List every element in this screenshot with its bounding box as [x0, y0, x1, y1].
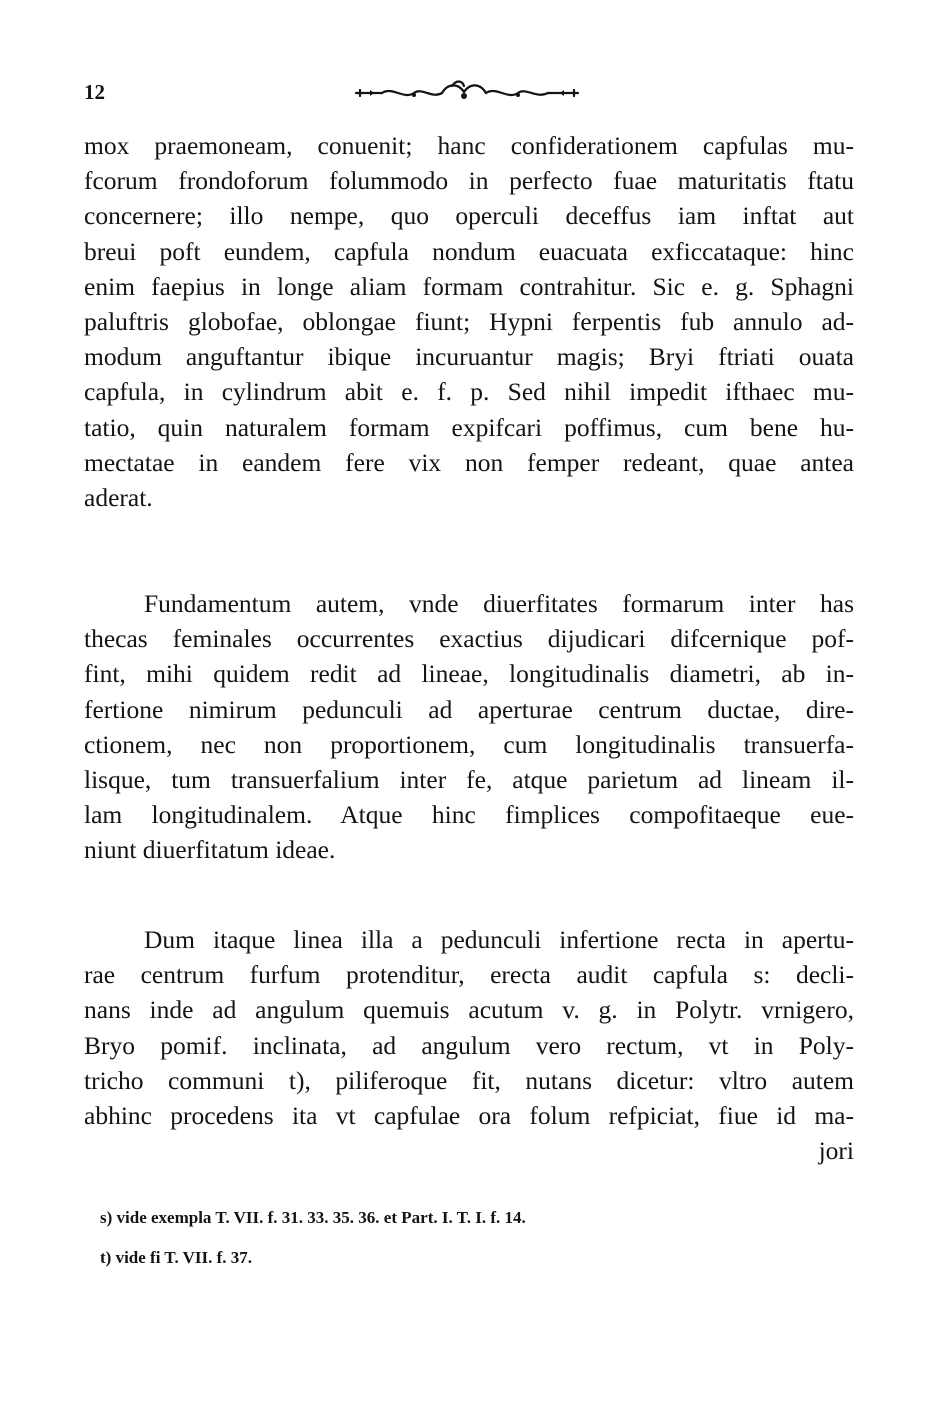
text-line: fcorum frondoforum folummodo in perfecto fuae maturitatis ftatu [84, 166, 854, 196]
text-line: concernere; illo nempe, quo operculi deceffus iam inftat aut [84, 201, 854, 231]
catchword: jori [818, 1136, 854, 1166]
text-line: modum anguftantur ibique incuruantur magis; Bryi ftriati ouata [84, 342, 854, 372]
text-line: tricho communi t), piliferoque fit, nutans dicetur: vltro autem [84, 1065, 854, 1095]
text-line: lisque, tum transuerfalium inter fe, atque parietum ad lineam il- [84, 764, 854, 794]
decorative-ornament-icon [352, 78, 582, 106]
text-line: lam longitudinalem. Atque hinc fimplices compofitaeque eue- [84, 800, 854, 830]
text-line: Bryo pomif. inclinata, ad angulum vero rectum, vt in Poly- [84, 1030, 854, 1060]
text-line: fertione nimirum pedunculi ad aperturae centrum ductae, dire- [84, 694, 854, 724]
text-line: paluftris globofae, oblongae fiunt; Hypni ferpentis fub annulo ad- [84, 306, 854, 336]
text-line: aderat. [84, 482, 153, 512]
text-line: Fundamentum autem, vnde diuerfitates formarum inter has [144, 589, 854, 618]
footnotes [100, 1204, 526, 1284]
text-line: niunt diuerfitatum ideae. [84, 835, 336, 865]
text-line: rae centrum furfum protenditur, erecta audit capfula s: decli- [84, 960, 854, 990]
text-line: abhinc procedens ita vt capfulae ora folum refpiciat, fiue id ma- [84, 1100, 854, 1130]
text-line: fint, mihi quidem redit ad lineae, longitudinalis diametri, ab in- [84, 659, 854, 689]
text-line: capfula, in cylindrum abit e. f. p. Sed nihil impedit ifthaec mu- [84, 377, 854, 407]
footnote-s: s) vide exempla T. VII. f. 31. 33. 35. 36. et Part. I. T. I. f. 14. [100, 1208, 526, 1227]
text-line: Dum itaque linea illa a pedunculi infertione recta in apertu- [144, 925, 854, 954]
text-line: breui poft eundem, capfula nondum euacuata exficcataque: hinc [84, 236, 854, 266]
text-line: ctionem, nec non proportionem, cum longitudinalis transuerfa- [84, 729, 854, 759]
text-line: mectatae in eandem fere vix non femper redeant, quae antea [84, 447, 854, 477]
text-line: nans inde ad angulum quemuis acutum v. g. in Polytr. vrnigero, [84, 995, 854, 1025]
paragraph-1 [84, 128, 854, 515]
paragraph-2 [84, 586, 854, 868]
footnote-t: t) vide fi T. VII. f. 37. [100, 1248, 253, 1267]
text-line: mox praemoneam, conuenit; hanc confiderationem capfulas mu- [84, 131, 854, 160]
text-line: tatio, quin naturalem formam expifcari poffimus, cum bene hu- [84, 412, 854, 442]
page-number: 12 [84, 80, 105, 104]
paragraph-3 [84, 922, 854, 1168]
text-line: thecas feminales occurrentes exactius dijudicari difcernique pof- [84, 624, 854, 654]
text-line: enim faepius in longe aliam formam contrahitur. Sic e. g. Sphagni [84, 271, 854, 301]
